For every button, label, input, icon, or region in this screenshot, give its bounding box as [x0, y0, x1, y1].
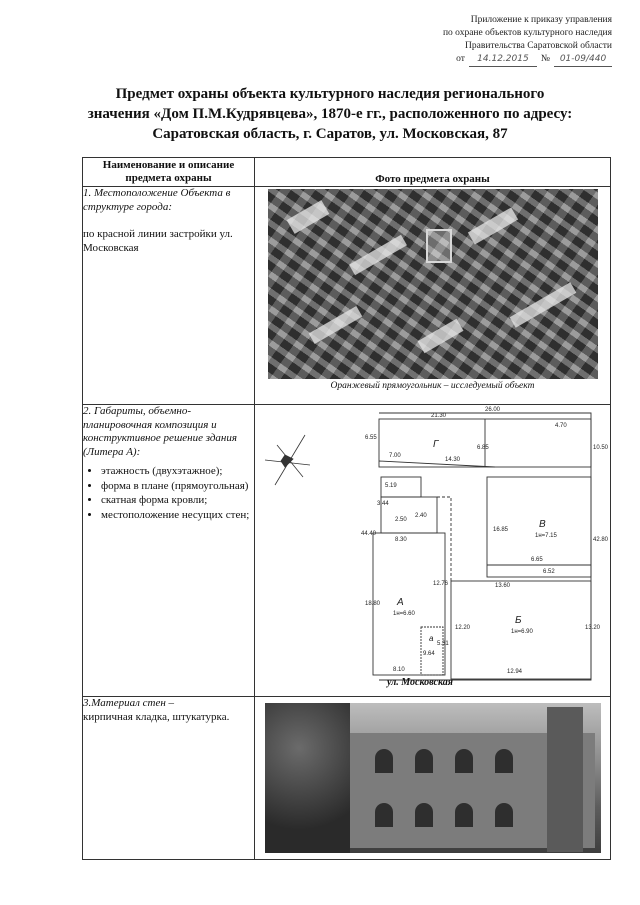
- label-v: В: [539, 519, 546, 530]
- list-item: • скатная форма кровли;: [101, 494, 254, 508]
- list-item: • форма в плане (прямоугольная): [101, 480, 254, 494]
- protection-table: [82, 157, 611, 860]
- label-a-small: а: [429, 634, 434, 643]
- aerial-photo: [268, 189, 598, 379]
- col1-header: Наименование и описание предмета охраны: [83, 158, 255, 187]
- label-b-sub: 1н=6.90: [511, 629, 533, 635]
- appendix-line3: Правительства Саратовской области: [465, 41, 612, 51]
- list-item: • этажность (двухэтажное);: [101, 465, 254, 479]
- number-label: №: [540, 54, 550, 64]
- order-date: 14.12.2015: [469, 53, 537, 67]
- row2-title: 2. Габариты, объемно-планировочная композиция и конструктивное решение здания (Литера А):: [83, 405, 237, 458]
- row1-text: по красной линии застройки ул. Московская: [83, 228, 233, 254]
- row2-list: [83, 465, 254, 522]
- appendix-line1: Приложение к приказу управления: [470, 15, 612, 25]
- row2-description: [83, 405, 255, 697]
- label-a: А: [397, 597, 404, 608]
- from-label: от: [456, 54, 465, 64]
- dim-g-width: 21.30: [431, 413, 447, 419]
- label-b: Б: [515, 615, 522, 626]
- dim-250: 2.50: [395, 517, 407, 523]
- street-label: ул. Московская: [387, 677, 453, 688]
- dim-519: 5.19: [385, 483, 397, 489]
- facade-photo: [265, 703, 601, 853]
- dim-g-right: 4.70: [555, 423, 567, 429]
- dim-small2: 5.31: [437, 641, 449, 647]
- dim-b-h: 12.20: [455, 625, 471, 631]
- row1-description: [83, 187, 255, 405]
- list-item: • местоположение несущих стен;: [101, 509, 254, 523]
- floor-plan-drawing: [255, 405, 609, 690]
- row2-plan-cell: [255, 405, 611, 697]
- dim-g-mid-h: 6.85: [477, 445, 489, 451]
- aerial-caption: Оранжевый прямоугольник – исследуемый объект: [330, 381, 535, 391]
- row1-photo-cell: [255, 187, 611, 405]
- dim-a-h: 18.80: [365, 601, 381, 607]
- object-marker: [426, 229, 452, 263]
- dim-left-h: 44.40: [361, 531, 377, 537]
- row3-title: 3.Материал стен –: [83, 697, 175, 709]
- table-header-row: [83, 158, 611, 187]
- title-line2: значения «Дом П.М.Кудрявцева», 1870-е гг., расположенного по адресу:: [87, 106, 573, 122]
- floor-plan: [255, 405, 610, 690]
- dim-a-bottom: 8.10: [393, 667, 405, 673]
- label-v-sub: 1н=7.15: [535, 533, 557, 539]
- table-row: [83, 697, 611, 860]
- row3-photo-cell: [255, 697, 611, 860]
- dim-830: 8.30: [395, 537, 407, 543]
- table-row: [83, 187, 611, 405]
- dim-right-h: 10.50: [593, 445, 609, 451]
- dim-mid-h: 12.76: [433, 581, 449, 587]
- dim-g-left-h: 6.55: [365, 435, 377, 441]
- col2-header: Фото предмета охраны: [255, 158, 611, 187]
- dim-v-h: 16.85: [493, 527, 509, 533]
- dim-240: 2.40: [415, 513, 427, 519]
- dim-1360: 13.60: [495, 583, 511, 589]
- document-title: [60, 84, 600, 144]
- row1-title: 1. Местоположение Объекта в структуре города:: [83, 187, 231, 213]
- dim-665: 6.65: [531, 557, 543, 563]
- dim-b-h2: 13.20: [585, 625, 601, 631]
- title-line3: Саратовская область, г. Саратов, ул. Московская, 87: [152, 126, 508, 142]
- appendix-header: [382, 14, 612, 67]
- table-row: [83, 405, 611, 697]
- dim-652: 6.52: [543, 569, 555, 575]
- label-a-sub: 1н=6.60: [393, 611, 415, 617]
- row3-text: кирпичная кладка, штукатурка.: [83, 710, 230, 723]
- dim-b-bottom: 12.94: [507, 669, 523, 675]
- dim-g-bottom-left: 7.00: [389, 453, 401, 459]
- north-arrow-icon: [265, 435, 310, 485]
- dim-total-h: 42.80: [593, 537, 609, 543]
- appendix-line2: по охране объектов культурного наследия: [442, 28, 612, 38]
- title-line1: Предмет охраны объекта культурного наследия регионального: [115, 86, 545, 102]
- dim-344: 3.44: [377, 501, 389, 507]
- row3-description: [83, 697, 255, 860]
- dim-g-bottom-mid: 14.30: [445, 457, 461, 463]
- label-g: Г: [433, 439, 439, 450]
- appendix-date-line: [382, 53, 612, 67]
- dim-top: 26.00: [485, 407, 501, 413]
- dim-small1: 9.64: [423, 651, 435, 657]
- order-number: 01-09/440: [554, 53, 612, 67]
